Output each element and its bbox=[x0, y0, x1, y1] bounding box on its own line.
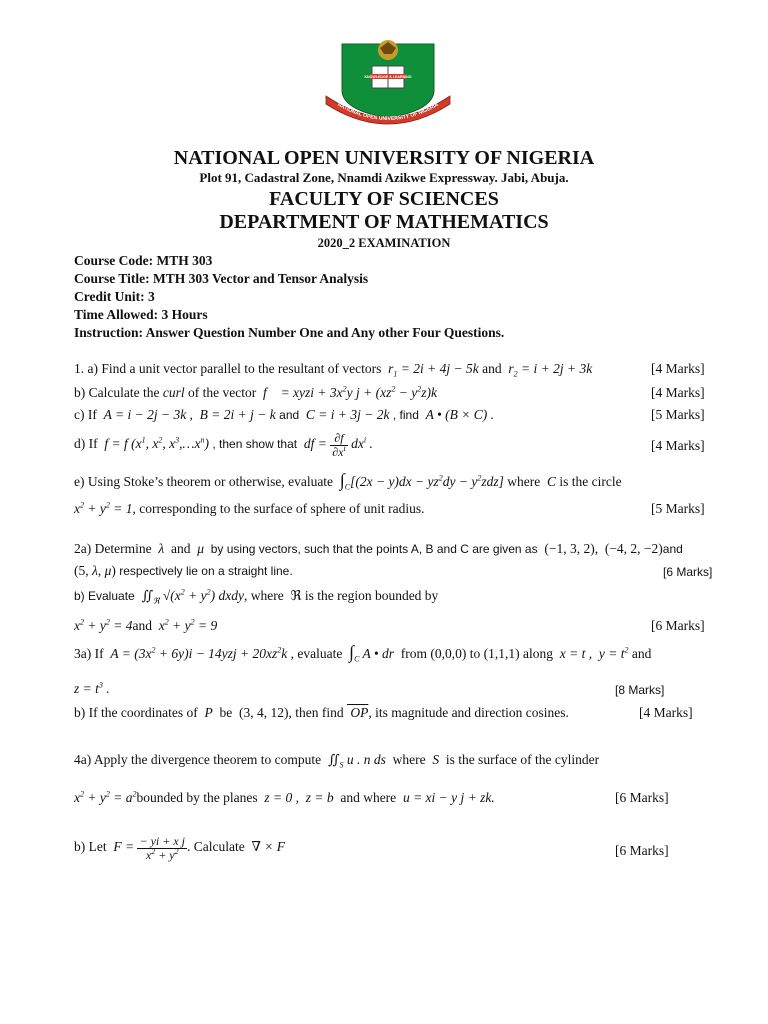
department-title: DEPARTMENT OF MATHEMATICS bbox=[219, 211, 549, 233]
course-title: Course Title: MTH 303 Vector and Tensor Analysis bbox=[74, 271, 369, 286]
university-logo bbox=[320, 38, 456, 130]
q1d: d) If f = f ($x^1$, $x^2$, $x^3,\dots x^n$) , then show that df = $\frac{\partial f}{\partial x^i}$ $dx^i$ . bbox=[74, 431, 373, 459]
q1b: b) Calculate the curl of the vector f⃗ = xyzi + $3x^2y$ $j + (xz^2 - y^2z)k$ bbox=[74, 384, 437, 400]
q2a-line2: (5, λ, μ) respectively lie on a straight line. bbox=[74, 563, 293, 578]
q3a-marks: [8 Marks] bbox=[615, 683, 665, 697]
q1e: e) Using Stoke’s theorem or otherwise, evaluate $\int_C[(2x - y)dx - yz^2dy - y^2zdz]$ where C is the circle bbox=[74, 470, 622, 492]
q1c: c) If A = i − 2j − 3k , B = 2i + j − k and C = i + 3j − 2k , find A • (B × C) . bbox=[74, 407, 494, 422]
q4a: 4a) Apply the divergence theorem to compute $∬_S$ u . n ds where S is the surface of the cylinder bbox=[74, 752, 600, 770]
q1e-marks: [5 Marks] bbox=[651, 501, 705, 516]
q2a: 2a) Determine λ and μ by using vectors, such that the points A, B and C are given as (−1, 3, 2), (−4, 2, −2)and bbox=[74, 541, 683, 556]
q1e-line2: $x^2 + y^2 = 1$, corresponding to the surface of sphere of unit radius. bbox=[74, 500, 425, 516]
q1a-marks: [4 Marks] bbox=[651, 361, 705, 376]
logo-motto: KNOWLEDGE & LEARNING bbox=[364, 75, 412, 79]
university-address: Plot 91, Cadastral Zone, Nnamdi Azikwe Expressway. Jabi, Abuja. bbox=[199, 170, 569, 185]
q1c-marks: [5 Marks] bbox=[651, 407, 705, 422]
q4a-marks: [6 Marks] bbox=[615, 790, 669, 805]
faculty-title: FACULTY OF SCIENCES bbox=[269, 188, 499, 210]
university-title: NATIONAL OPEN UNIVERSITY OF NIGERIA bbox=[173, 147, 595, 169]
q2b-marks: [6 Marks] bbox=[651, 618, 705, 633]
q4b-marks: [6 Marks] bbox=[615, 843, 669, 858]
course-code: Course Code: MTH 303 bbox=[74, 253, 213, 268]
q3a: 3a) If $A = (3x^2 + 6y)i - 14yzj + 20xz^2k$ , evaluate $\int_C$ A • dr from (0,0,0) to (1,1,1) along x = t , $y = t^2$ and bbox=[74, 642, 652, 664]
exam-title: 2020_2 EXAMINATION bbox=[317, 236, 451, 250]
q4b: b) Let F = $\frac{\text{− yi + x j}}{x^2 + y^2}$ . Calculate ∇ × F bbox=[74, 834, 286, 862]
q2a-marks: [6 Marks] bbox=[663, 565, 713, 579]
instruction: Instruction: Answer Question Number One and Any other Four Questions. bbox=[74, 325, 505, 340]
q2b-line2: $x^2 + y^2 = 4and$ $x^2 + y^2 = 9$ bbox=[74, 617, 218, 633]
time-allowed: Time Allowed: 3 Hours bbox=[74, 307, 208, 322]
q3a-line2: $z = t^3$ . bbox=[74, 680, 110, 696]
q1a: 1. a) Find a unit vector parallel to the resultant of vectors $r_1 = 2i + 4j - 5k$ and $r_2 = i + 2j + 3k$ bbox=[74, 361, 593, 379]
q4a-line2: $x^2 + y^2$ = $a^2bounded$ by the planes z = 0 , z = b and where u = xi − y j + zk. bbox=[74, 789, 495, 805]
q3b: b) If the coordinates of P be (3, 4, 12), then find OP, its magnitude and direction cosines. bbox=[74, 705, 569, 720]
logo-ribbon-text: NATIONAL OPEN UNIVERSITY OF NIGERIA bbox=[336, 101, 440, 123]
q3b-marks: [4 Marks] bbox=[639, 705, 693, 720]
credit-unit: Credit Unit: 3 bbox=[74, 289, 155, 304]
q2b: b) Evaluate $∬_ℜ$ $√(x^2 + y^2)$ dxdy, where ℜ is the region bounded by bbox=[74, 587, 439, 606]
q1d-marks: [4 Marks] bbox=[651, 438, 705, 453]
q1b-marks: [4 Marks] bbox=[651, 385, 705, 400]
